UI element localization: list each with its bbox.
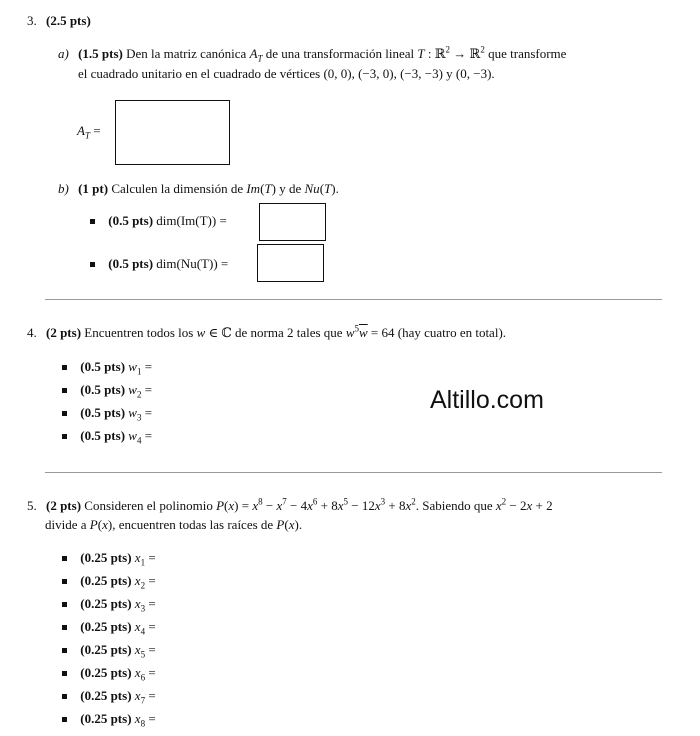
q3b-points: (1 pt)	[78, 181, 109, 196]
watermark: Altillo.com	[430, 386, 544, 414]
bullet-icon	[62, 694, 67, 699]
q3a-points: (1.5 pts)	[78, 46, 123, 61]
q5-item-6: (0.25 pts) $x_6$ =	[62, 665, 156, 681]
q3b-answer-box-1[interactable]	[259, 203, 326, 241]
q3a-text1: Den la matriz canónica	[126, 46, 247, 61]
q5-text1: Consideren el polinomio	[84, 498, 213, 513]
q5-item-2: (0.25 pts) $x_2$ =	[62, 573, 156, 589]
q4-number: 4.	[27, 325, 37, 340]
q3b-item-2: (0.5 pts) dim(Nu(T)) =	[90, 256, 228, 272]
q5-text2: . Sabiendo que	[415, 498, 493, 513]
bullet-icon	[62, 411, 67, 416]
bullet-icon	[62, 579, 67, 584]
q3a-text2: de una transformación lineal	[265, 46, 415, 61]
q5-item-7: (0.25 pts) $x_7$ =	[62, 688, 156, 704]
bullet-icon	[62, 602, 67, 607]
q3b-text: Calculen la dimensión de	[111, 181, 244, 196]
bullet-icon	[62, 625, 67, 630]
q4-text2: de norma 2 tales que	[234, 325, 343, 340]
q3a-answer-label: $A_T$ =	[77, 123, 101, 141]
divider	[45, 299, 662, 300]
q3b-conj: y de	[279, 181, 302, 196]
q3-header	[27, 13, 91, 29]
q4-item-4: (0.5 pts) $w_4$ =	[62, 428, 152, 444]
bullet-icon	[62, 556, 67, 561]
q3b-line: b) (1 pt) Calculen la dimensión de Im(T) y de Nu(T).	[58, 181, 339, 196]
q5-line2: divide a P(x), encuentren todas las raíces de P(x).	[45, 517, 303, 532]
bullet-icon	[90, 262, 95, 267]
q4-points: (2 pts)	[46, 325, 82, 340]
q4-item-3: (0.5 pts) $w_3$ =	[62, 405, 152, 421]
bullet-icon	[62, 434, 67, 439]
q5-number: 5.	[27, 498, 37, 513]
divider	[45, 472, 662, 473]
q4-text3: = 64 (hay cuatro en total).	[370, 325, 507, 340]
bullet-icon	[90, 219, 95, 224]
q5-item-8: (0.25 pts) $x_8$ =	[62, 711, 156, 727]
bullet-icon	[62, 671, 67, 676]
q5-item-1: (0.25 pts) $x_1$ =	[62, 550, 156, 566]
q3a-line1: a) (1.5 pts) Den la matriz canónica $A_T$ de una transformación lineal T : ℝ$^2$ → ℝ$^2$ que transforme	[58, 44, 567, 64]
q4-item-2: (0.5 pts) $w_2$ =	[62, 382, 152, 398]
bullet-icon	[62, 648, 67, 653]
q3-points: (2.5 pts)	[46, 13, 91, 28]
q3a-text3: que transforme	[488, 46, 567, 61]
q5-item-5: (0.25 pts) $x_5$ =	[62, 642, 156, 658]
q3a-label: a)	[58, 46, 69, 61]
bullet-icon	[62, 365, 67, 370]
q3a-line2: el cuadrado unitario en el cuadrado de vértices (0, 0), (−3, 0), (−3, −3) y (0, −3).	[78, 66, 495, 81]
q4-line: 4. (2 pts) Encuentren todos los w ∈ ℂ de norma 2 tales que $w^5\overline{w} = 64$ (hay cuatro en total).	[27, 323, 507, 340]
q4-item-1: (0.5 pts) $w_1$ =	[62, 359, 152, 375]
q3a-answer-box[interactable]	[115, 100, 230, 165]
q5-item-4: (0.25 pts) $x_4$ =	[62, 619, 156, 635]
bullet-icon	[62, 388, 67, 393]
bullet-icon	[62, 717, 67, 722]
q4-text1: Encuentren todos los	[84, 325, 194, 340]
q3b-answer-box-2[interactable]	[257, 244, 324, 282]
q5-points: (2 pts)	[46, 498, 82, 513]
q3b-label: b)	[58, 181, 69, 196]
q5-item-3: (0.25 pts) $x_3$ =	[62, 596, 156, 612]
q3b-item-1: (0.5 pts) dim(Im(T)) =	[90, 213, 227, 229]
q3-number: 3.	[27, 13, 37, 28]
q5-line1: 5. (2 pts) Consideren el polinomio $P(x) = x^8 - x^7 - 4x^6 + 8x^5 - 12x^3 + 8x^2$. Sabiendo que $x^2 - 2x + 2$	[27, 496, 553, 513]
